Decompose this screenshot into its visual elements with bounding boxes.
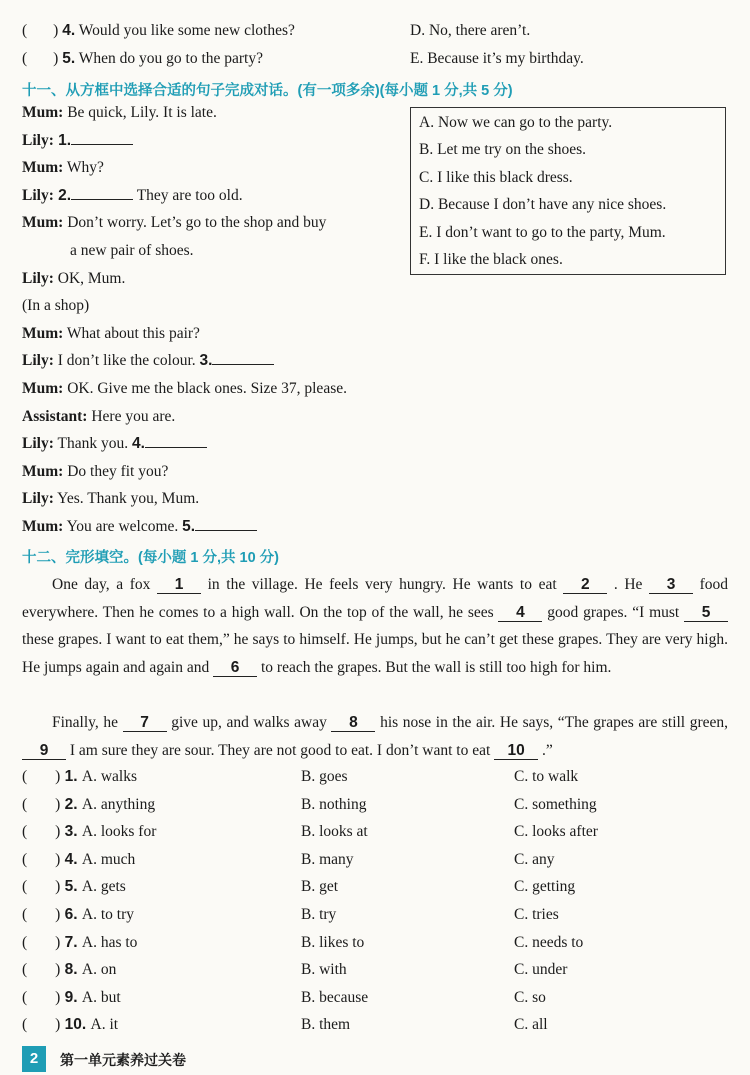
- option-b: B. likes to: [301, 933, 365, 951]
- paren: ): [55, 795, 61, 813]
- dialogue-text: Be quick, Lily. It is late.: [63, 104, 217, 121]
- footer-title: 第一单元素养过关卷: [60, 1053, 186, 1069]
- paragraph-text: .”: [542, 741, 553, 759]
- dialogue-text: You are welcome.: [63, 518, 183, 535]
- option-c: C. all: [514, 1016, 548, 1034]
- option-b: B. with: [301, 961, 347, 979]
- dialogue-line: [22, 325, 200, 343]
- question-row: [22, 796, 155, 814]
- answer-blank[interactable]: [212, 364, 274, 365]
- paren: (: [22, 823, 28, 841]
- option-a: A. has to: [81, 933, 138, 951]
- cloze-blank[interactable]: 7: [123, 714, 167, 732]
- paren: ): [55, 1016, 61, 1034]
- answer-option: E. Because it’s my birthday.: [410, 50, 584, 67]
- speaker-label: Assistant:: [22, 407, 88, 425]
- question-number: 3.: [60, 823, 82, 841]
- cloze-paragraph: [22, 709, 728, 764]
- paren: (: [22, 878, 28, 896]
- question-row: ( ) 5. When do you go to the party?: [22, 50, 263, 67]
- blank-number: 4.: [131, 435, 145, 453]
- question-row: [22, 906, 134, 924]
- option-b: B. looks at: [301, 823, 368, 841]
- dialogue-line: [70, 242, 194, 260]
- option-c: C. to walk: [514, 768, 579, 785]
- option-a: A. but: [81, 988, 121, 1006]
- dialogue-text: Yes. Thank you, Mum.: [53, 490, 200, 508]
- answer-blank[interactable]: [145, 447, 207, 448]
- answer-blank[interactable]: [71, 199, 133, 200]
- question-row: [22, 961, 116, 979]
- option-b: B. try: [301, 906, 337, 923]
- paren: ): [55, 850, 61, 868]
- cloze-blank[interactable]: 2: [563, 576, 607, 594]
- cloze-blank[interactable]: 5: [684, 604, 728, 622]
- speaker-label: Mum:: [22, 104, 64, 121]
- dialogue-text: a new pair of shoes.: [70, 242, 194, 259]
- option-item: D. Because I don’t have any nice shoes.: [419, 196, 667, 214]
- cloze-blank[interactable]: 8: [331, 714, 375, 732]
- option-c: C. tries: [514, 906, 559, 923]
- cloze-blank[interactable]: 9: [22, 742, 66, 760]
- paren: ): [55, 878, 61, 896]
- speaker-label: Mum:: [22, 380, 64, 397]
- cloze-blank[interactable]: 4: [498, 604, 542, 622]
- question-row: [22, 989, 121, 1007]
- option-a: A. much: [81, 850, 136, 868]
- cloze-blank[interactable]: 6: [213, 659, 257, 677]
- option-c: C. so: [514, 988, 546, 1006]
- dialogue-line: [22, 214, 326, 232]
- paren: ): [55, 823, 61, 841]
- question-number: 9.: [60, 988, 82, 1006]
- paragraph-text: in the village. He feels very hungry. He wants to eat: [207, 576, 557, 593]
- dialogue-line: [22, 187, 243, 205]
- dialogue-line: [22, 380, 347, 398]
- dialogue-line: [22, 104, 217, 122]
- blank-number: 5.: [182, 518, 196, 535]
- dialogue-line: [22, 518, 257, 536]
- answer-option: D. No, there aren’t.: [410, 22, 531, 39]
- paren: (: [22, 850, 28, 868]
- speaker-label: Mum:: [22, 324, 64, 342]
- dialogue-text: Thank you.: [53, 435, 132, 453]
- dialogue-line: [22, 435, 207, 453]
- option-c: C. something: [514, 795, 597, 813]
- paren: (: [22, 906, 28, 923]
- dialogue-text: Don’t worry. Let’s go to the shop and buy: [63, 214, 327, 232]
- option-c: C. getting: [514, 878, 576, 896]
- dialogue-text: Why?: [63, 159, 104, 177]
- option-item: F. I like the black ones.: [419, 251, 563, 268]
- paren: (: [22, 988, 28, 1006]
- option-b: B. nothing: [301, 795, 367, 813]
- question-number: 5.: [60, 878, 82, 896]
- question-row: [22, 934, 137, 952]
- option-a: A. to try: [81, 906, 134, 923]
- dialogue-line: [22, 408, 175, 426]
- question-number: 7.: [60, 933, 82, 951]
- question-row: [22, 768, 137, 786]
- speaker-label: Mum:: [22, 518, 64, 535]
- question-row: [22, 878, 126, 896]
- page-number: 2: [22, 1046, 46, 1072]
- speaker-label: Mum:: [22, 462, 64, 480]
- speaker-label: Mum:: [22, 214, 64, 232]
- cloze-blank[interactable]: 3: [649, 576, 693, 594]
- speaker-label: Lily:: [22, 435, 54, 453]
- paren: ): [55, 961, 61, 979]
- dialogue-line: [22, 132, 133, 150]
- paragraph-text: . He: [613, 576, 643, 593]
- option-item: B. Let me try on the shoes.: [419, 141, 587, 159]
- paren: (: [22, 795, 28, 813]
- paragraph-text: good grapes. “I must: [547, 603, 680, 621]
- dialogue-line: [22, 352, 274, 370]
- speaker-label: Lily:: [22, 131, 54, 149]
- option-a: A. walks: [81, 768, 137, 785]
- option-b: B. many: [301, 850, 354, 868]
- option-item: C. I like this black dress.: [419, 168, 573, 186]
- dialogue-text: Do they fit you?: [63, 462, 169, 480]
- speaker-label: Mum:: [22, 159, 64, 177]
- dialogue-text: Here you are.: [87, 407, 176, 425]
- answer-blank[interactable]: [71, 144, 133, 145]
- option-c: C. needs to: [514, 933, 584, 951]
- paren: ): [55, 906, 61, 923]
- paragraph-text: his nose in the air. He says, “The grapes are still green,: [380, 714, 729, 731]
- dialogue-text: OK. Give me the black ones. Size 37, please.: [63, 380, 347, 397]
- paren: (: [22, 961, 28, 979]
- paragraph-text: I am sure they are sour. They are not good to eat. I don’t want to eat: [69, 741, 491, 759]
- dialogue-text: I don’t like the colour.: [53, 352, 200, 370]
- options-box: [410, 107, 726, 275]
- paragraph-text: to reach the grapes. But the wall is still too high for him.: [260, 658, 612, 676]
- dialogue-line: [22, 490, 199, 508]
- option-c: C. looks after: [514, 823, 598, 841]
- blank-number: 2.: [53, 186, 72, 204]
- question-row: [22, 823, 156, 841]
- question-row: [22, 851, 135, 869]
- blank-number: 3.: [199, 352, 213, 370]
- dialogue-line: [22, 297, 89, 315]
- paren: (: [22, 768, 28, 785]
- option-b: B. goes: [301, 768, 348, 785]
- option-b: B. get: [301, 878, 339, 896]
- paragraph-text: Finally, he: [52, 714, 119, 731]
- paren: (: [22, 933, 28, 951]
- speaker-label: Lily:: [22, 269, 54, 287]
- question-number: 2.: [60, 795, 82, 813]
- option-a: A. anything: [81, 795, 156, 813]
- paragraph-text: One day, a fox: [52, 576, 151, 593]
- option-item: E. I don’t want to go to the party, Mum.: [419, 223, 666, 241]
- dialogue-line: [22, 270, 125, 288]
- dialogue-text: They are too old.: [133, 186, 243, 204]
- paragraph-text: these grapes. I want to eat them,” he says to himself. He jumps, but he can’t get these grapes. They are very high. He jumps again and again and: [22, 631, 728, 676]
- question-number: 4.: [60, 850, 82, 868]
- section-title: 十一、从方框中选择合适的句子完成对话。(有一项多余)(每小题 1 分,共 5 分): [22, 83, 513, 99]
- option-a: A. looks for: [81, 823, 157, 841]
- dialogue-text: OK, Mum.: [53, 269, 126, 287]
- option-c: C. any: [514, 850, 555, 868]
- question-number: 8.: [60, 961, 82, 979]
- question-number: 1.: [60, 768, 82, 785]
- paren: ): [55, 933, 61, 951]
- question-number: 6.: [60, 906, 82, 923]
- question-row: [22, 1016, 118, 1034]
- paragraph-text: food everywhere. Then he comes to a high wall. On the top of the wall, he sees: [22, 576, 729, 621]
- paragraph-text: give up, and walks away: [171, 714, 327, 731]
- dialogue-text: (In a shop): [22, 297, 90, 315]
- cloze-blank[interactable]: 1: [157, 576, 201, 594]
- speaker-label: Lily:: [22, 352, 54, 370]
- section-title: 十二、完形填空。(每小题 1 分,共 10 分): [22, 550, 279, 566]
- option-a: A. on: [81, 961, 117, 979]
- answer-blank[interactable]: [195, 530, 257, 531]
- dialogue-text: What about this pair?: [63, 324, 200, 342]
- paren: ): [55, 768, 61, 785]
- option-item: A. Now we can go to the party.: [419, 114, 613, 131]
- blank-number: 1.: [53, 131, 72, 149]
- question-row: ( ) 4. Would you like some new clothes?: [22, 22, 295, 39]
- cloze-paragraph: [22, 571, 728, 681]
- speaker-label: Lily:: [22, 490, 54, 508]
- paren: (: [22, 1016, 28, 1034]
- option-a: A. it: [90, 1016, 119, 1034]
- dialogue-line: [22, 463, 168, 481]
- option-a: A. gets: [81, 878, 126, 896]
- dialogue-line: [22, 159, 104, 177]
- option-b: B. because: [301, 988, 369, 1006]
- speaker-label: Lily:: [22, 186, 54, 204]
- option-b: B. them: [301, 1016, 351, 1034]
- cloze-blank[interactable]: 10: [494, 742, 538, 760]
- question-number: 10.: [60, 1016, 91, 1034]
- option-c: C. under: [514, 961, 568, 979]
- paren: ): [55, 988, 61, 1006]
